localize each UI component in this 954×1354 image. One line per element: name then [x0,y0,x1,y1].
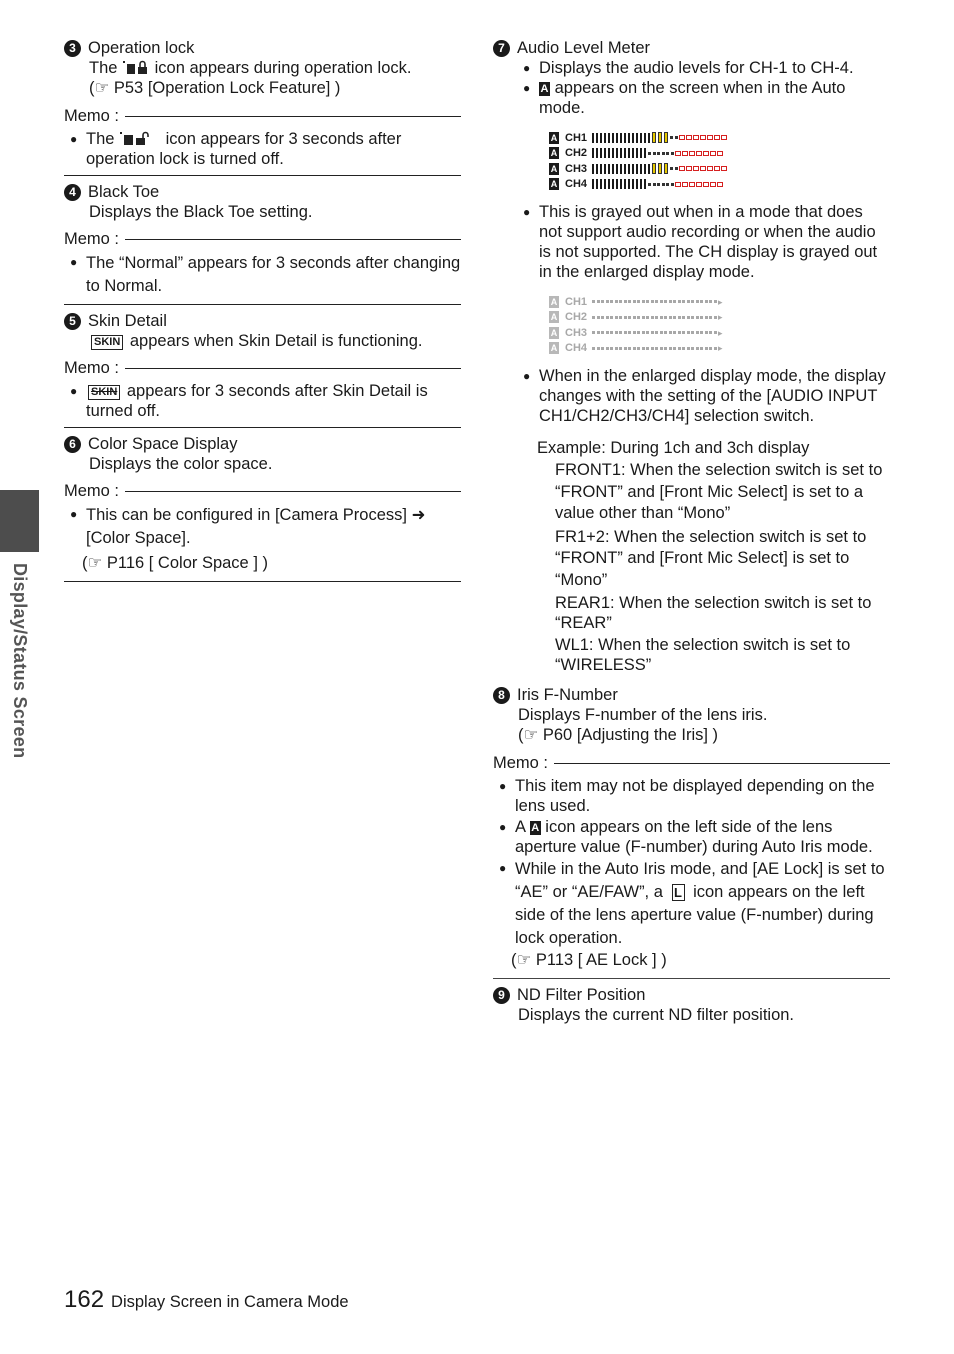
section-black-toe [64,182,461,298]
meter-auto-icon: A [550,327,558,338]
section-title: Iris F-Number [517,686,618,704]
section-audio-level-meter [493,38,890,675]
meter-auto-icon: A [550,343,558,354]
meter-row-ch1 [549,130,890,146]
section-number: 5 [64,313,81,330]
meter-channel-label: CH1 [565,295,588,308]
meter-row-ch4 [549,177,890,193]
section-title: ND Filter Position [517,986,646,1004]
memo-bullet: ● This can be configured in [Camera Process] ➜ [Color Space]. [70,506,426,547]
meter-auto-icon: A [550,148,558,159]
section-title: Skin Detail [88,312,167,330]
side-tab-marker [0,490,39,552]
meter-channel-label: CH4 [565,178,588,191]
section-divider [493,978,890,979]
memo-label: Memo : [64,359,120,377]
section-number: 6 [64,436,81,453]
memo-bullet: ● The icon appears for 3 seconds after operation lock is turned off. [70,130,402,168]
page-number: 162 [64,1286,105,1313]
meter-bars: ▸ [592,292,723,312]
section-nd-filter-position [493,985,890,1025]
section-title: Audio Level Meter [517,39,650,57]
meter-channel-label: CH1 [565,131,588,144]
meter-bars [592,179,724,189]
section-title: Operation lock [88,39,195,57]
memo-bullet: ● The “Normal” appears for 3 seconds after changing to Normal. [70,254,461,295]
meter-auto-icon: A [550,163,558,174]
meter-channel-label: CH2 [565,311,588,324]
footer-title: Display Screen in Camera Mode [111,1293,349,1311]
section-color-space [64,434,461,573]
bullet: ● When in the enlarged display mode, the display changes with the setting of the [AUDIO INPUT CH1/CH2/CH3/CH4] selection switch. [523,367,886,425]
section-number: 3 [64,40,81,57]
side-tab-label: Display/Status Screen [10,563,30,759]
memo-label: Memo : [64,230,120,248]
section-number: 9 [493,987,510,1004]
page-reference[interactable]: (☞ P116 [ Color Space ] ) [82,554,268,572]
section-operation-lock: 3 Operation lock The icon appears during operation lock. (☞ P53 [Operation Lock Feature] ) Memo : ● The icon appears for 3 seconds after operation lock is turned off. [64,38,461,169]
meter-auto-icon: A [550,132,558,143]
section-title: Black Toe [88,183,160,201]
meter-bars: ▸ [592,323,723,343]
meter-auto-icon: A [550,179,558,190]
section-divider [64,427,461,428]
bullet: ● A appears on the screen when in the Auto mode. [523,79,846,117]
example-item: WL1: When the selection switch is set to “WIRELESS” [555,636,851,674]
section-number: 8 [493,687,510,704]
page-reference[interactable]: (☞ P113 [ AE Lock ] ) [511,951,667,969]
page-reference[interactable]: (☞ P53 [Operation Lock Feature] ) [89,79,341,97]
meter-row-ch3 [549,161,890,177]
meter-channel-label: CH4 [565,342,588,355]
example-heading: Example: During 1ch and 3ch display [537,439,810,457]
example-item: FR1+2: When the selection switch is set to “FRONT” and [Front Mic Select] is set to “Mono” [555,527,867,589]
section-divider [64,175,461,176]
section-iris-f-number [493,685,890,970]
meter-channel-label: CH2 [565,147,588,160]
memo-label: Memo : [64,107,120,125]
operation-unlock-icon [119,131,161,146]
section-number: 7 [493,40,510,57]
skin-detail-icon: SKIN [91,335,123,350]
memo-bullet: ● SKIN appears for 3 seconds after Skin Detail is turned off. [70,382,428,420]
meter-auto-icon: A [550,312,558,323]
section-number: 4 [64,184,81,201]
meter-bars [592,163,728,174]
meter-row-ch2 [549,146,890,162]
memo-label: Memo : [64,482,120,500]
meter-bars [592,148,724,158]
meter-bars: ▸ [592,338,723,358]
section-description: Displays the current ND filter position. [518,1006,795,1024]
meter-bars [592,132,728,143]
section-description: Displays the color space. [89,455,273,473]
auto-mode-icon: A [540,83,549,95]
bullet: ● Displays the audio levels for CH-1 to CH-4. [523,59,854,77]
meter-channel-label: CH3 [565,326,588,339]
page-footer [64,1286,349,1313]
memo-bullet: ● This item may not be displayed depending on the lens used. [499,777,875,815]
audio-level-meter-figure [549,130,890,192]
meter-channel-label: CH3 [565,162,588,175]
operation-lock-icon [122,60,150,75]
section-skin-detail: 5 Skin Detail SKIN appears when Skin Detail is functioning. Memo : ● SKIN appears for 3 seconds after Skin Detail is turned off. [64,311,461,421]
ae-lock-icon: L [672,884,685,901]
meter-row-ch4 [549,341,890,357]
meter-auto-icon: A [550,296,558,307]
right-column [493,38,890,1025]
example-item: FRONT1: When the selection switch is set to “FRONT” and [Front Mic Select] is set to a value other than “Mono” [555,461,883,522]
left-column [64,38,461,588]
memo-bullet: ● A A icon appears on the left side of the lens aperture value (F-number) during Auto Iris mode. [499,818,873,856]
section-description: Displays the Black Toe setting. [89,203,313,221]
section-divider [64,304,461,305]
section-title: Color Space Display [88,435,238,453]
memo-bullet: ● While in the Auto Iris mode, and [AE Lock] is set to “AE” or “AE/FAW”, a L icon appears on the left side of the lens aperture value (F-number) during lock operation. [499,860,885,947]
auto-iris-icon: A [531,822,540,834]
audio-level-meter-grayed-figure [549,294,890,356]
section-description: Displays F-number of the lens iris. [518,706,768,724]
bullet: ● This is grayed out when in a mode that does not support audio recording or when the audio is not supported. The CH display is grayed out in the enlarged display mode. [523,203,878,281]
example-item: REAR1: When the selection switch is set to “REAR” [555,594,872,632]
example-block [493,438,890,675]
memo-label: Memo : [493,754,549,772]
meter-bars: ▸ [592,307,723,327]
skin-detail-off-icon: SKIN [88,385,120,400]
page-reference[interactable]: (☞ P60 [Adjusting the Iris] ) [518,726,719,744]
section-divider [64,581,461,582]
